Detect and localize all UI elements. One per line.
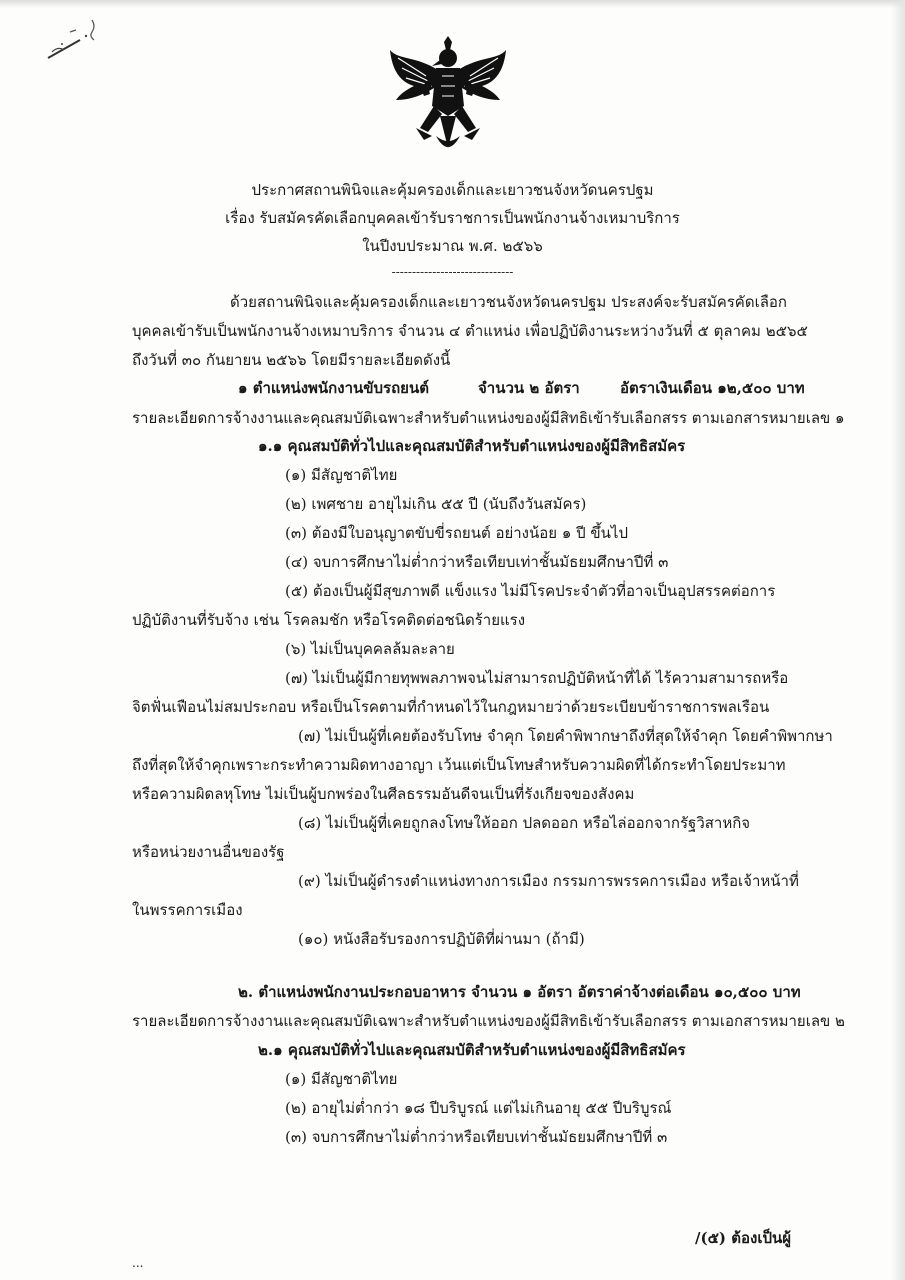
position1-item: (๗) ไม่เป็นผู้ที่เคยต้องรับโทษ จำคุก โดยคำพิพากษาถึงที่สุดให้จำคุก โดยคำพิพากษา (298, 727, 833, 745)
position1-item-continuation: ในพรรคการเมือง (132, 901, 243, 919)
position1-detail: รายละเอียดการจ้างงานและคุณสมบัติเฉพาะสำหรับตำแหน่งของผู้มีสิทธิเข้ารับเลือกสรร ตามเอกสารหมายเลข ๑ (132, 409, 845, 427)
continued-marker: /(๕) ต้องเป็นผู้ (695, 1229, 792, 1247)
position1-qualification-heading: ๑.๑ คุณสมบัติทั่วไปและคุณสมบัติสำหรับตำแหน่งของผู้มีสิทธิสมัคร (258, 437, 686, 455)
position2-item: (๓) จบการศึกษาไม่ต่ำกว่าหรือเทียบเท่าชั้นมัธยมศึกษาปีที่ ๓ (285, 1128, 668, 1146)
announcement-title: ประกาศสถานพินิจและคุ้มครองเด็กและเยาวชนจังหวัดนครปฐม (251, 181, 654, 199)
announcement-fiscal-year: ในปีงบประมาณ พ.ศ. ๒๕๖๖ (362, 237, 543, 255)
position1-item: (๕) ต้องเป็นผู้มีสุขภาพดี แข็งแรง ไม่มีโรคประจำตัวที่อาจเป็นอุปสรรคต่อการ (285, 582, 776, 600)
footer-ellipsis: ... (132, 1256, 144, 1270)
intro-line-3: ถึงวันที่ ๓๐ กันยายน ๒๕๖๖ โดยมีรายละเอียดดังนี้ (132, 351, 451, 369)
position1-item: (๑) มีสัญชาติไทย (285, 466, 398, 484)
position2-qualification-heading: ๒.๑ คุณสมบัติทั่วไปและคุณสมบัติสำหรับตำแหน่งของผู้มีสิทธิสมัคร (258, 1041, 686, 1059)
position1-item: (๘) ไม่เป็นผู้ที่เคยถูกลงโทษให้ออก ปลดออก หรือไล่ออกจากรัฐวิสาหกิจ (298, 814, 751, 832)
position1-salary: อัตราเงินเดือน ๑๒,๕๐๐ บาท (620, 379, 805, 397)
position1-item: (๗) ไม่เป็นผู้มีกายทุพพลภาพจนไม่สามารถปฏิบัติหน้าที่ได้ ไร้ความสามารถหรือ (285, 669, 789, 687)
scan-edge-top (0, 0, 905, 8)
garuda-emblem-icon (386, 36, 510, 160)
position2-item: (๒) อายุไม่ต่ำกว่า ๑๘ ปีบริบูรณ์ แต่ไม่เกินอายุ ๕๕ ปีบริบูรณ์ (285, 1099, 672, 1117)
handwritten-mark-icon (40, 14, 110, 70)
position2-item: (๑) มีสัญชาติไทย (285, 1070, 398, 1088)
position1-item: (๑๐) หนังสือรับรองการปฏิบัติที่ผ่านมา (ถ้ามี) (298, 930, 585, 948)
position1-item-continuation: จิตฟั่นเฟือนไม่สมประกอบ หรือเป็นโรคตามที่กำหนดไว้ในกฎหมายว่าด้วยระเบียบข้าราชการพลเรือน (132, 698, 770, 716)
intro-line-2: บุคคลเข้ารับเป็นพนักงานจ้างเหมาบริการ จำนวน ๔ ตำแหน่ง เพื่อปฏิบัติงานระหว่างวันที่ ๕ ตุลาคม ๒๕๖๕ (132, 322, 808, 340)
intro-line-1: ด้วยสถานพินิจและคุ้มครองเด็กและเยาวชนจังหวัดนครปฐม ประสงค์จะรับสมัครคัดเลือก (230, 293, 787, 311)
position1-count: จำนวน ๒ อัตรา (478, 379, 580, 397)
position2-heading: ๒. ตำแหน่งพนักงานประกอบอาหาร จำนวน ๑ อัตรา อัตราค่าจ้างต่อเดือน ๑๐,๕๐๐ บาท (238, 983, 801, 1001)
position1-item: (๙) ไม่เป็นผู้ดำรงตำแหน่งทางการเมือง กรรมการพรรคการเมือง หรือเจ้าหน้าที่ (298, 872, 799, 890)
position1-item: (๒) เพศชาย อายุไม่เกิน ๕๕ ปี (นับถึงวันสมัคร) (285, 495, 587, 513)
announcement-subject: เรื่อง รับสมัครคัดเลือกบุคคลเข้ารับราชการเป็นพนักงานจ้างเหมาบริการ (225, 209, 680, 227)
separator-line: ------------------------------ (391, 265, 514, 279)
position1-item: (๔) จบการศึกษาไม่ต่ำกว่าหรือเทียบเท่าชั้นมัธยมศึกษาปีที่ ๓ (285, 553, 669, 571)
position1-item: (๖) ไม่เป็นบุคคลล้มละลาย (285, 640, 455, 658)
position1-item-continuation: หรือความผิดลหุโทษ ไม่เป็นผู้บกพร่องในศีลธรรมอันดีจนเป็นที่รังเกียจของสังคม (132, 785, 635, 803)
position1-item-continuation: ถึงที่สุดให้จำคุกเพราะกระทำความผิดทางอาญา เว้นแต่เป็นโทษสำหรับความผิดที่ได้กระทำโดยประมาท (132, 756, 786, 774)
position1-item-continuation: หรือหน่วยงานอื่นของรัฐ (132, 843, 285, 861)
position1-name: ๑ ตำแหน่งพนักงานขับรถยนต์ (238, 379, 429, 397)
position1-item-continuation: ปฏิบัติงานที่รับจ้าง เช่น โรคลมชัก หรือโรคติดต่อชนิดร้ายแรง (132, 611, 526, 629)
position2-detail: รายละเอียดการจ้างงานและคุณสมบัติเฉพาะสำหรับตำแหน่งของผู้มีสิทธิเข้ารับเลือกสรร ตามเอกสารหมายเลข ๒ (132, 1012, 845, 1030)
position1-item: (๓) ต้องมีใบอนุญาตขับขี่รถยนต์ อย่างน้อย ๑ ปี ขึ้นไป (285, 524, 628, 542)
